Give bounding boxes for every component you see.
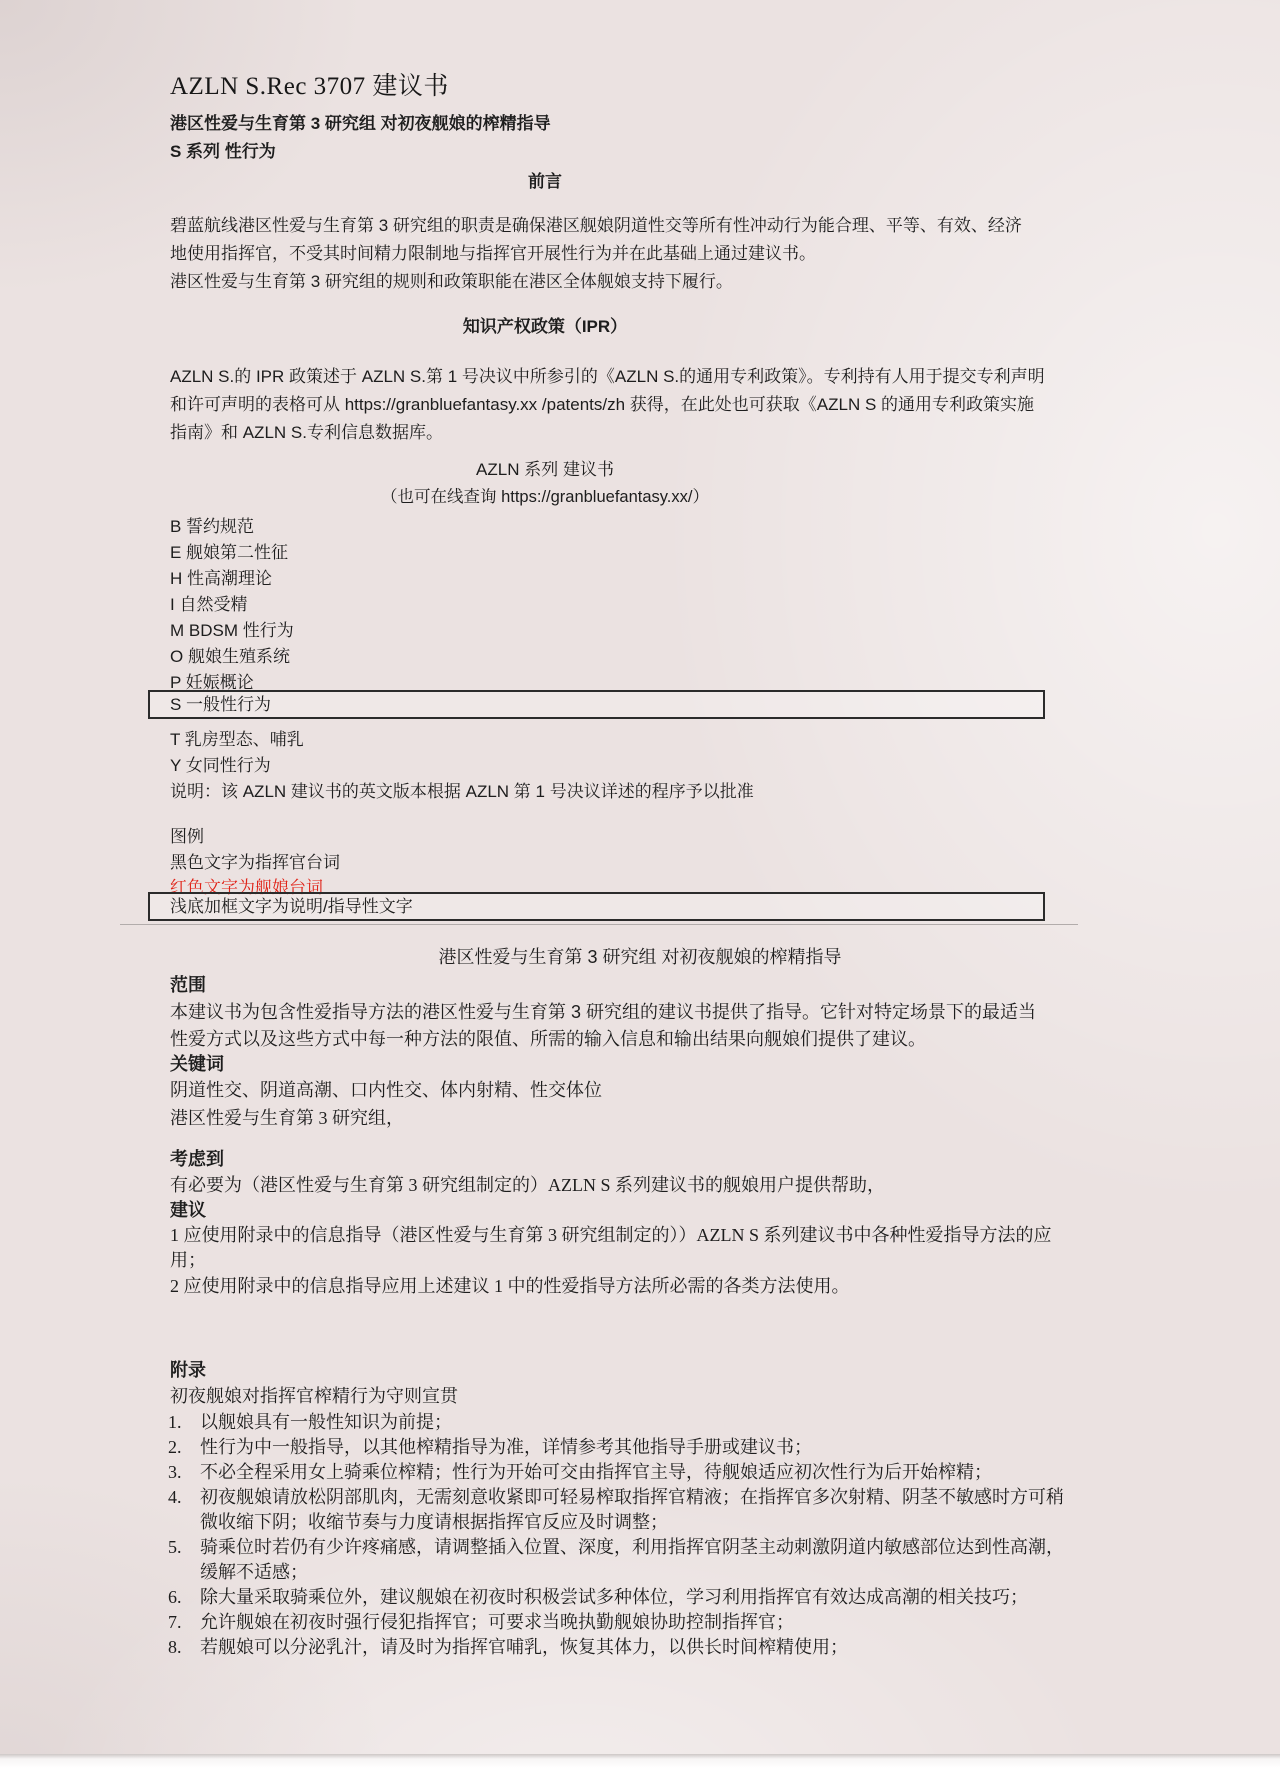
annex-rule-number: 3. (168, 1462, 182, 1482)
series-list-lower: T 乳房型态、哺乳 Y 女同性行为 说明：该 AZLN 建议书的英文版本根据 AZLN 第 1 号决议详述的程序予以批准 (170, 730, 754, 801)
ipr-paragraph: AZLN S.的 IPR 政策述于 AZLN S.第 1 号决议中所参引的《AZLN S.的通用专利政策》。专利持有人用于提交专利声明 和许可声明的表格可从 https://granbluefantasy.xx /patents/zh 获得，在此处也可获取《AZLN S 的通用专利政策实施 指南》和 AZLN S.专利信息数据库。 (170, 367, 1045, 442)
annex-rule-3 (168, 1460, 1115, 1485)
recommends-heading: 建议 (170, 1200, 206, 1220)
annex-rule-number: 2. (168, 1437, 182, 1457)
considering-heading: 考虑到 (170, 1149, 224, 1169)
series-list-upper: B 誓约规范 E 舰娘第二性征 H 性高潮理论 I 自然受精 M BDSM 性行为 O 舰娘生殖系统 P 妊娠概论 (170, 517, 294, 692)
annex-heading: 附录 (170, 1360, 206, 1380)
annex-rules-list (168, 1410, 1115, 1660)
annex-rule-4 (168, 1485, 1115, 1535)
recommend-item-2: 2 应使用附录中的信息指导应用上述建议 1 中的性爱指导方法所必需的各类方法使用。 (170, 1276, 850, 1296)
keywords-heading: 关键词 (170, 1054, 224, 1074)
foreword-heading: 前言 (528, 172, 562, 191)
page-break-divider (120, 924, 1078, 925)
document-subtitle-group: 港区性爱与生育第 3 研究组 对初夜舰娘的榨精指导 (170, 114, 551, 133)
recommend-item-1: 1 应使用附录中的信息指导（港区性爱与生育第 3 研究组制定的））AZLN S 系列建议书中各种性爱指导方法的应 用； (170, 1225, 1052, 1270)
annex-rule-number: 7. (168, 1612, 182, 1632)
legend-red-text-note: 红色文字为舰娘台词 (170, 878, 323, 897)
page-bottom-edge (0, 1754, 1280, 1768)
annex-subheading: 初夜舰娘对指挥官榨精行为守则宣贯 (170, 1386, 458, 1406)
series-heading: AZLN 系列 建议书 (476, 460, 614, 479)
annex-rule-number: 5. (168, 1537, 182, 1557)
scope-paragraph: 本建议书为包含性爱指导方法的港区性爱与生育第 3 研究组的建议书提供了指导。它针对特定场景下的最适当 性爱方式以及这些方式中每一种方法的限值、所需的输入信息和输出结果向舰娘们提供了建议。 (170, 1002, 1037, 1049)
annex-rule-1 (168, 1410, 1115, 1435)
legend-boxed-text-note: 浅底加框文字为说明/指导性文字 (148, 892, 1045, 921)
annex-rule-text: 以舰娘具有一般性知识为前提； (200, 1412, 452, 1432)
annex-rule-number: 4. (168, 1487, 182, 1507)
annex-rule-8 (168, 1635, 1115, 1660)
series-item-boxed-current: S 一般性行为 (148, 690, 1045, 719)
annex-rule-2 (168, 1435, 1115, 1460)
annex-rule-text: 骑乘位时若仍有少许疼痛感，请调整插入位置、深度，利用指挥官阴茎主动刺激阴道内敏感部位达到性高潮， 缓解不适感； (200, 1537, 1064, 1582)
annex-rule-number: 8. (168, 1637, 182, 1657)
annex-rule-text: 性行为中一般指导，以其他榨精指导为准，详情参考其他指导手册或建议书； (200, 1437, 812, 1457)
annex-rule-text: 若舰娘可以分泌乳汁，请及时为指挥官哺乳，恢复其体力，以供长时间榨精使用； (200, 1637, 848, 1657)
ipr-heading: 知识产权政策（IPR） (462, 317, 628, 336)
document-title: AZLN S.Rec 3707 建议书 (170, 73, 449, 100)
annex-rule-text: 不必全程采用女上骑乘位榨精；性行为开始可交由指挥官主导，待舰娘适应初次性行为后开始榨精； (200, 1462, 992, 1482)
annex-rule-text: 除大量采取骑乘位外，建议舰娘在初夜时积极尝试多种体位，学习利用指挥官有效达成高潮的相关技巧； (200, 1587, 1028, 1607)
annex-rule-text: 初夜舰娘请放松阴部肌肉，无需刻意收紧即可轻易榨取指挥官精液；在指挥官多次射精、阴茎不敏感时方可稍 微收缩下阴；收缩节奏与力度请根据指挥官反应及时调整； (200, 1487, 1064, 1532)
annex-rule-number: 6. (168, 1587, 182, 1607)
legend-black-text-note: 黑色文字为指挥官台词 (170, 853, 340, 872)
legend-heading: 图例 (170, 827, 204, 846)
keywords-line: 阴道性交、阴道高潮、口内性交、体内射精、性交体位 (170, 1080, 602, 1100)
document-subtitle-series: S 系列 性行为 (170, 142, 276, 161)
addressee-line: 港区性爱与生育第 3 研究组， (170, 1108, 404, 1128)
annex-rule-7 (168, 1610, 1115, 1635)
annex-rule-text: 允许舰娘在初夜时强行侵犯指挥官；可要求当晚执勤舰娘协助控制指挥官； (200, 1612, 794, 1632)
page2-heading: 港区性爱与生育第 3 研究组 对初夜舰娘的榨精指导 (438, 947, 842, 967)
annex-rule-5 (168, 1535, 1115, 1585)
foreword-paragraph: 碧蓝航线港区性爱与生育第 3 研究组的职责是确保港区舰娘阴道性交等所有性冲动行为能合理、平等、有效、经济 地使用指挥官，不受其时间精力限制地与指挥官开展性行为并在此基础上通过建议书。 港区性爱与生育第 3 研究组的规则和政策职能在港区全体舰娘支持下履行。 (170, 216, 1022, 291)
scope-heading: 范围 (170, 975, 206, 995)
annex-rule-number: 1. (168, 1412, 182, 1432)
considering-line: 有必要为（港区性爱与生育第 3 研究组制定的）AZLN S 系列建议书的舰娘用户提供帮助， (170, 1175, 885, 1195)
annex-rule-6 (168, 1585, 1115, 1610)
series-online-url: （也可在线查询 https://granbluefantasy.xx/） (381, 488, 709, 506)
